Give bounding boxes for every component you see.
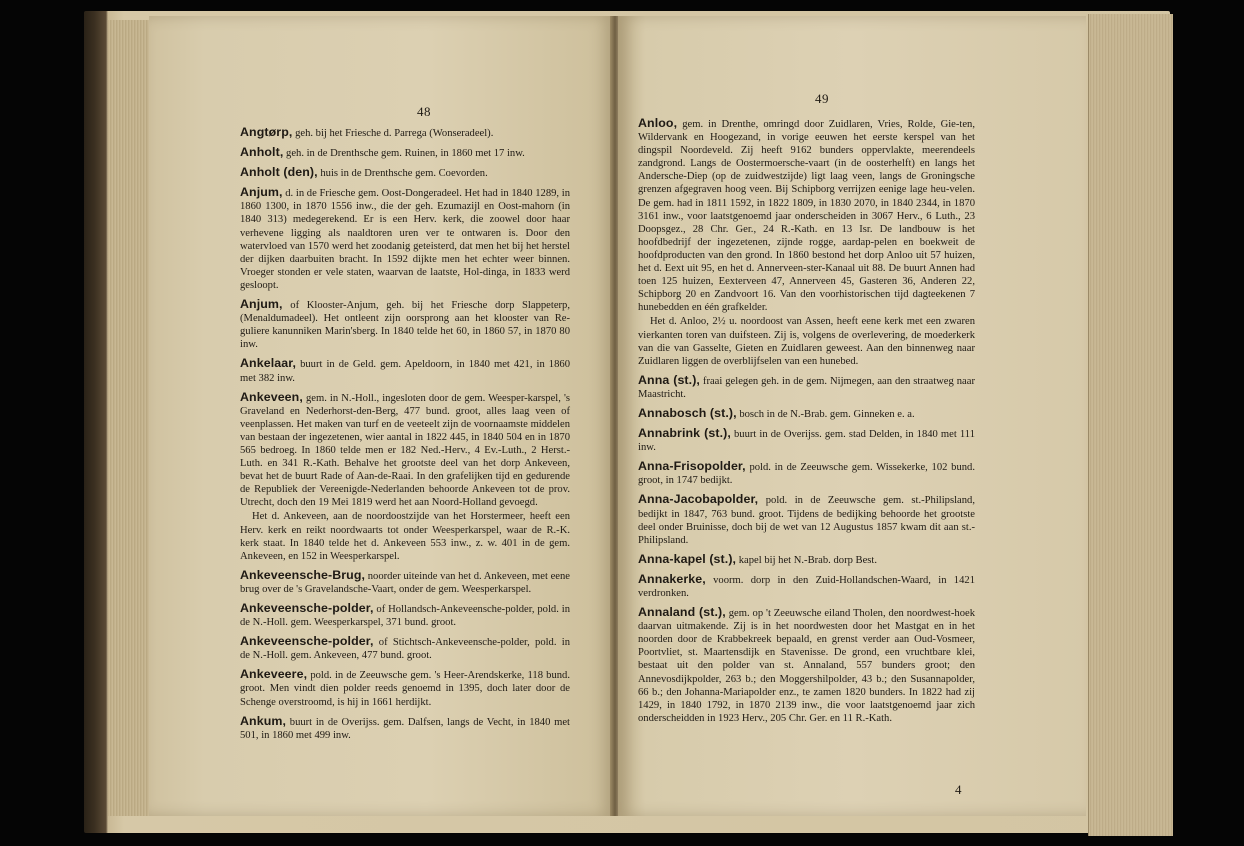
dictionary-entry bbox=[240, 668, 570, 708]
entry-text: buurt in de Geld. gem. Apeldoorn, in 1840 met 421, in 1860 met 382 inw. bbox=[240, 359, 570, 384]
entry-text: geh. bij het Friesche d. Parrega (Wonseradeel). bbox=[292, 128, 494, 139]
entry-subparagraph: Het d. Ankeveen, aan de noordoostzijde van het Horstermeer, heeft een Herv. kerk en reikt noordwaarts tot onder Weesperkarspel, waar de R.-K. kerk staat. In 1840 telde het d. Ankeveen 553 inw., z. w. 401 in de gem. Ankeveen, en 152 in Weesperkarspel. bbox=[240, 511, 570, 562]
entry-headword: Anna-Jacobapolder, bbox=[638, 492, 759, 507]
dictionary-entry bbox=[638, 493, 975, 546]
dictionary-entry bbox=[638, 374, 975, 401]
entry-headword: Ankelaar, bbox=[240, 356, 297, 371]
dictionary-entry bbox=[240, 186, 570, 292]
dictionary-entry bbox=[240, 298, 570, 351]
entry-text: buurt in de Overijss. gem. stad Delden, in 1840 met 111 inw. bbox=[638, 429, 975, 454]
dictionary-entry bbox=[638, 553, 975, 567]
entry-text: noorder uiteinde van het d. Ankeveen, met eene brug over de 's Gravelandsche-Vaart, onder de gem. Weesperkarspel. bbox=[240, 570, 570, 595]
dictionary-entry bbox=[638, 573, 975, 600]
entry-text: gem. in N.-Holl., ingesloten door de gem. Weesper-karspel, 's Graveland en Nederhorst-den-Berg, 477 bund. groot, alles laag veen of veenplassen. Het maken van turf en de veeteelt zijn de voornaamste middelen van bestaan der ingezetenen, wier aantal in 1822 445, in 1840 504 en in 1870 565 bedroeg. In 1860 telde men er 182 Ned.-Herv., 4 Ev.-Luth., 2 Herst.-Luth. en 341 R.-Kath. Behalve het grootste deel van het dorp Ankeveen, bevat het de buurt Rade of Aan-de-Raai. In den grafelijken tijd en gedurende de Republiek der Vereenigde-Nederlanden behoorde Ankeveen tot de prov. Utrecht, doch den 19 Mei 1819 werd het aan Noord-Holland gevoegd. bbox=[240, 392, 570, 509]
entry-text: of Hollandsch-Ankeveensche-polder, pold. in de N.-Holl. gem. Weesperkarspel, 371 bund. groot. bbox=[240, 604, 570, 629]
entry-headword: Angtørp, bbox=[240, 125, 293, 139]
entry-headword: Annabrink (st.), bbox=[638, 426, 731, 441]
entry-headword: Annaland (st.), bbox=[638, 605, 726, 620]
page-edges-right bbox=[1088, 14, 1173, 836]
entry-text: gem. op 't Zeeuwsche eiland Tholen, den noordwest-hoek daarvan uitmakende. Zij is in het noordwesten door het Mastgat en in het noorden door de Krabbekreek bepaald, en grenst verder aan Oud-Vosmeer, Poortvliet, st. Maartensdijk en Stavenisse. De grond, een vruchtbare klei, bestaat uit den polder van st. Annaland, 557 bunders groot; den Annevosdijkpolder, 263 b.; den Moggershilpolder, 43 b.; den Susannapolder, 66 b.; den Johanna-Mariapolder enz., te zamen 1820 bunders. In 1822 had zij 1429, in 1840 1792, in 1870 2139 inw., die voor laatstgenoemd jaar zich onderscheidden in 1923 Herv., 205 Chr. Ger. en 11 R.-Kath. bbox=[638, 608, 975, 724]
entry-text: of Stichtsch-Ankeveensche-polder, pold. in de N.-Holl. gem. Ankeveen, 477 bund. groot. bbox=[240, 637, 570, 662]
entry-text: buurt in de Overijss. gem. Dalfsen, langs de Vecht, in 1840 met 501, in 1860 met 499 inw. bbox=[240, 716, 570, 741]
page-number-left: 48 bbox=[417, 104, 431, 119]
entry-headword: Anna-kapel (st.), bbox=[638, 551, 737, 566]
dictionary-entry bbox=[240, 146, 570, 160]
signature-mark: 4 bbox=[955, 782, 962, 797]
entry-text: d. in de Friesche gem. Oost-Dongeradeel. Het had in 1840 1289, in 1860 1300, in 1870 1556 inw., die der geh. Ezumazijl en Oost-mahorn (in 1840 313) medegerekend. Er is een Herv. kerk, die zoowel door haar verhevene ligging als naaldtoren uren ver te ontwaren is. Door den watervloed van 1570 werd het zoodanig geteisterd, dat men het bij het herstel der dijken daarbuiten bracht. In 1592 dijkte men het echter weer binnen. Vroeger stonden er vele staten, waarvan de laatste, Hol-dinga, in 1833 werd gesloopt. bbox=[240, 188, 570, 291]
entry-headword: Anna-Frisopolder, bbox=[638, 459, 746, 474]
page-edges-left bbox=[108, 20, 150, 816]
entry-headword: Ankeveensche-polder, bbox=[240, 634, 374, 649]
entry-headword: Ankeveere, bbox=[240, 667, 308, 682]
dictionary-entry bbox=[638, 460, 975, 487]
entry-text: pold. in de Zeeuwsche gem. st.-Philipsland, bedijkt in 1847, 763 bund. groot. Tijdens de bedijking behoorde het grootste deel onder Bruinisse, doch bij de wet van 12 Augustus 1857 kwam dit aan st.-Philipsland. bbox=[638, 495, 975, 546]
dictionary-entry bbox=[240, 569, 570, 596]
dictionary-entry bbox=[240, 166, 570, 180]
dictionary-entry bbox=[638, 117, 975, 368]
entry-headword: Anjum, bbox=[240, 297, 283, 312]
page-number-right: 49 bbox=[815, 91, 829, 106]
entry-text: fraai gelegen geh. in de gem. Nijmegen, aan den straatweg naar Maastricht. bbox=[638, 375, 975, 400]
dictionary-entry bbox=[240, 602, 570, 629]
entry-headword: Annakerke, bbox=[638, 571, 706, 586]
entry-text: huis in de Drenthsche gem. Coevorden. bbox=[317, 168, 488, 180]
entry-text: of Klooster-Anjum, geh. bij het Friesche dorp Slappeterp, (Menaldumadeel). Het ontleent zijn oorsprong aan het klooster van Re-guliere kanunniken Marin'sberg. In 1840 telde het 60, in 1860 57, in 1870 80 inw. bbox=[240, 300, 570, 351]
dictionary-entry bbox=[240, 391, 570, 563]
left-page-text bbox=[240, 126, 570, 748]
dictionary-entry bbox=[638, 407, 975, 421]
entry-headword: Anna (st.), bbox=[638, 372, 700, 387]
dictionary-entry bbox=[240, 635, 570, 662]
entry-headword: Ankum, bbox=[240, 713, 287, 728]
entry-text: gem. in Drenthe, omringd door Zuidlaren, Vries, Rolde, Gie-ten, Wildervank en Hoogezand, in vorige eeuwen het eerste kerspel van het dingspil Noordeveld. Zij heeft 9162 bunders oppervlakte, meerendeels zandgrond. Langs de Oostermoersche-vaart (in de oosterhelft) en langs het Andersche-Diep (op de zuidwestzijde) ligt laag veen, langs de Groningsche grenzen afgegraven hoog veen. Bij Schipborg verrijzen eenige lage heu-velen. De gem. had in 1811 1592, in 1822 1809, in 1830 2070, in 1840 2344, in 1870 3161 inw., voor laatstgenoemd jaar onderscheiden in 3067 Herv., 6 Luth., 23 Doopsgez., 28 Chr. Ger., 24 R.-Kath. en 13 Isr. De landbouw is het hoofdbedrijf der ingezetenen, zijnde rogge, aardap-pelen en boekweit de hoofdproducten van den grond. In 1860 bestond het dorp Anloo uit 57 huizen, het d. Eext uit 95, en het d. Annerveen-ster-Kanaal uit 88. De buurt Annen had toen 125 huizen, Eexterveen 47, Annerveen 45, Gasteren 36, Anderen 22, Schipborg 20 en Zandvoort 16. Van den voorhistorischen tijd dagteekenen 7 hunebedden en één grafkelder. bbox=[638, 119, 975, 314]
entry-headword: Anloo, bbox=[638, 116, 678, 130]
entry-headword: Ankeveensche-Brug, bbox=[240, 567, 366, 582]
left-page bbox=[149, 16, 612, 816]
dictionary-entry bbox=[638, 427, 975, 454]
entry-text: bosch in de N.-Brab. gem. Ginneken e. a. bbox=[736, 408, 915, 420]
right-page-text bbox=[638, 117, 975, 731]
entry-text: kapel bij het N.-Brab. dorp Best. bbox=[736, 554, 878, 566]
dictionary-entry bbox=[240, 715, 570, 742]
entry-headword: Anholt (den), bbox=[240, 165, 318, 180]
right-page bbox=[618, 16, 1086, 816]
dictionary-entry bbox=[240, 357, 570, 384]
entry-subparagraph: Het d. Anloo, 2½ u. noordoost van Assen, heeft eene kerk met een zwaren vierkanten toren van duifsteen. Zij is, volgens de overlevering, de moederkerk van die van Gasselte, Gieten en Zuidlaren geweest. Aan den binnenweg naar Zuidlaren liggen de overblijfselen van een hunebed. bbox=[638, 316, 975, 367]
entry-text: geh. in de Drenthsche gem. Ruinen, in 1860 met 17 inw. bbox=[283, 148, 525, 160]
entry-headword: Anholt, bbox=[240, 145, 284, 160]
entry-headword: Annabosch (st.), bbox=[638, 405, 737, 420]
entry-headword: Anjum, bbox=[240, 185, 283, 200]
entry-text: voorm. dorp in den Zuid-Hollandschen-Waard, in 1421 verdronken. bbox=[638, 574, 975, 599]
entry-text: pold. in de Zeeuwsche gem. 's Heer-Arendskerke, 118 bund. groot. Men vindt dien polder reeds genoemd in 1395, doch later door de Schenge overstroomd, is hij in 1661 herdijkt. bbox=[240, 670, 570, 708]
dictionary-entry bbox=[240, 126, 570, 140]
entry-text: pold. in de Zeeuwsche gem. Wissekerke, 102 bund. groot, in 1747 bedijkt. bbox=[638, 462, 975, 487]
entry-headword: Ankeveen, bbox=[240, 389, 303, 404]
dictionary-entry bbox=[638, 606, 975, 725]
entry-headword: Ankeveensche-polder, bbox=[240, 601, 374, 615]
